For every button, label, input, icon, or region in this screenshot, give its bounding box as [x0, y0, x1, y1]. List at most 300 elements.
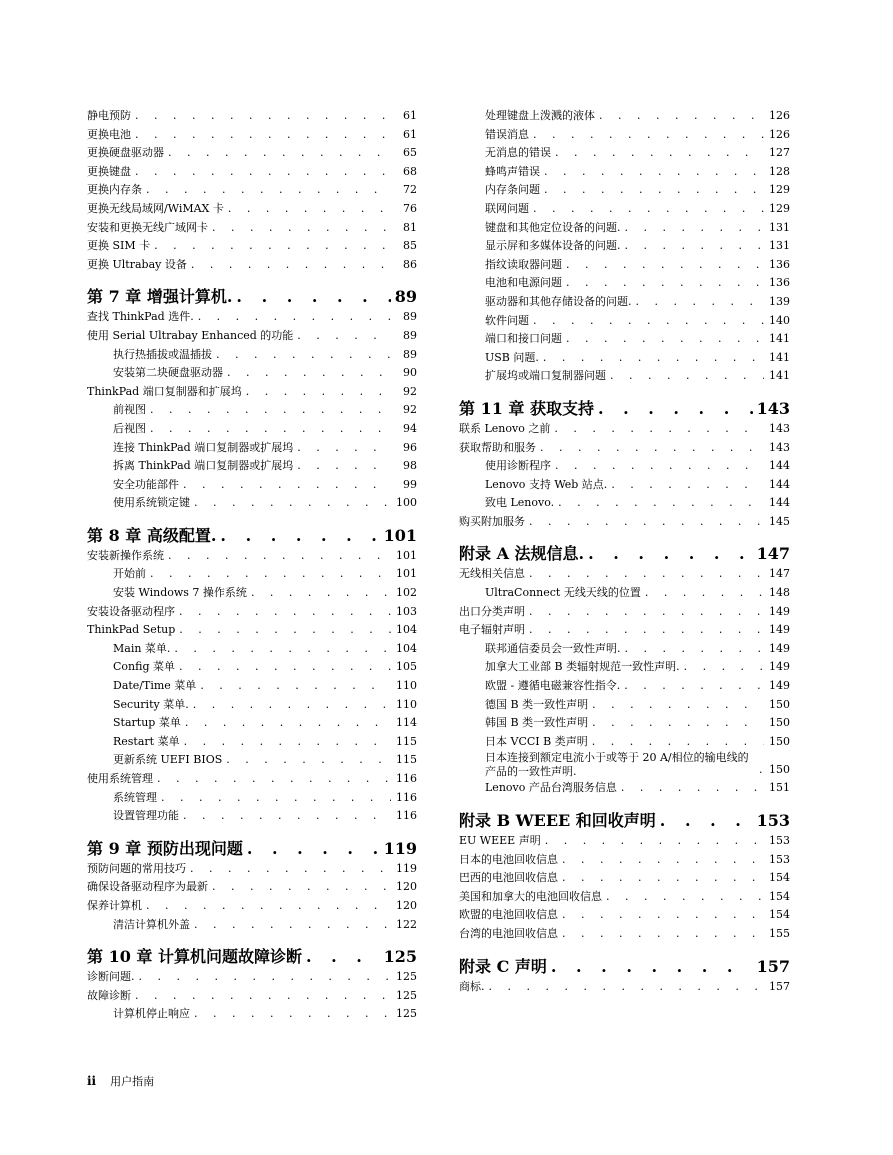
toc-title: 内存条问题: [485, 183, 540, 197]
toc-page-number: 104: [396, 641, 417, 655]
toc-leader-dots: [660, 810, 753, 832]
toc-leader-dots: [135, 107, 391, 126]
toc-page-number: 89: [403, 328, 417, 342]
toc-leader-dots: [533, 312, 764, 331]
toc-leader-dots: [592, 733, 764, 752]
toc-page-number: 86: [403, 257, 417, 271]
toc-left-column: [87, 107, 417, 1024]
toc-page-number: 125: [383, 947, 417, 967]
toc-subentry[interactable]: [87, 364, 417, 383]
toc-page-number: 149: [769, 604, 790, 618]
toc-title: 更换内存条: [87, 183, 142, 197]
toc-leader-dots: [636, 293, 765, 312]
toc-page-number: 119: [383, 838, 417, 858]
toc-title: 附录 B WEEE 和回收声明: [459, 811, 656, 830]
toc-page-number: 150: [769, 716, 790, 730]
toc-chapter-heading[interactable]: [459, 956, 790, 978]
toc-leader-dots: [212, 219, 391, 238]
toc-subentry[interactable]: [87, 401, 417, 420]
toc-page-number: 110: [396, 697, 417, 711]
toc-page-number: 153: [769, 834, 790, 847]
toc-entry[interactable]: [87, 878, 417, 897]
toc-leader-dots: [198, 308, 391, 327]
toc-entry[interactable]: [87, 144, 417, 163]
toc-leader-dots: [183, 476, 391, 495]
toc-page-number: 145: [769, 514, 790, 528]
toc-title: 更换键盘: [87, 164, 131, 178]
toc-leader-dots: [645, 584, 764, 603]
toc-title: 安装第二块硬盘驱动器: [113, 366, 223, 380]
toc-title: 第 8 章 高级配置.: [87, 525, 217, 545]
toc-subentry[interactable]: [459, 274, 790, 293]
toc-subentry[interactable]: [87, 420, 417, 439]
toc-right-column: [459, 107, 790, 996]
toc-page-number: 149: [769, 623, 790, 637]
toc-title: Lenovo 产品台湾服务信息: [485, 781, 617, 795]
toc-subentry[interactable]: [459, 126, 790, 145]
toc-title: 预防问题的常用技巧: [87, 861, 186, 875]
toc-entry[interactable]: [87, 256, 417, 275]
toc-title: 键盘和其他定位设备的问题.: [485, 220, 621, 234]
toc-page-number: 85: [403, 239, 417, 253]
toc-leader-dots: [174, 640, 391, 659]
toc-page-number: 61: [403, 109, 417, 122]
toc-page-number: 150: [769, 734, 790, 748]
toc-leader-dots: [611, 476, 764, 495]
toc-entry[interactable]: [87, 770, 417, 789]
toc-subentry[interactable]: [87, 658, 417, 677]
toc-entry[interactable]: [87, 126, 417, 145]
toc-leader-dots: [306, 946, 380, 968]
toc-leader-dots: [154, 237, 391, 256]
toc-leader-dots: [135, 987, 391, 1006]
toc-page-number: 126: [769, 109, 790, 122]
toc-subentry[interactable]: [459, 733, 790, 752]
toc-page-number: 140: [769, 313, 790, 327]
toc-page-number: 143: [756, 398, 790, 418]
toc-page-number: 116: [396, 809, 417, 823]
toc-leader-dots: [191, 256, 391, 275]
toc-entry[interactable]: [87, 219, 417, 238]
toc-page-number: 149: [769, 641, 790, 655]
toc-entry[interactable]: [87, 181, 417, 200]
toc-entry[interactable]: [87, 987, 417, 1006]
toc-leader-dots: [212, 878, 391, 897]
toc-title: 第 10 章 计算机问题故障诊断: [87, 947, 302, 967]
toc-title: Main 菜单.: [113, 641, 171, 655]
toc-subentry[interactable]: [459, 367, 790, 386]
toc-title: 错误消息: [485, 127, 529, 141]
toc-page-number: 81: [403, 220, 417, 234]
toc-page-number: 126: [769, 127, 790, 141]
toc-page-number: 149: [769, 679, 790, 693]
toc-subentry[interactable]: [459, 107, 790, 126]
toc-title: Startup 菜单: [113, 716, 181, 730]
toc-page-number: 131: [769, 220, 790, 234]
toc-subentry[interactable]: [87, 807, 417, 826]
toc-title: 诊断问题.: [87, 970, 135, 984]
toc-title: Lenovo 支持 Web 站点.: [485, 477, 608, 491]
toc-title: Config 菜单: [113, 660, 175, 674]
toc-title: 指纹读取器问题: [485, 257, 562, 271]
toc-entry[interactable]: [459, 888, 790, 907]
toc-page-number: 141: [769, 350, 790, 364]
toc-title: 美国和加拿大的电池回收信息: [459, 889, 602, 903]
toc-subentry[interactable]: [87, 640, 417, 659]
toc-entry[interactable]: [87, 327, 417, 346]
toc-title: 第 7 章 增强计算机.: [87, 287, 233, 307]
toc-page-number: 101: [396, 548, 417, 562]
toc-title: 使用系统锁定键: [113, 496, 190, 510]
toc-leader-dots: [529, 603, 764, 622]
toc-subentry[interactable]: [459, 658, 790, 677]
toc-leader-dots: [625, 237, 765, 256]
toc-title: 设置管理功能: [113, 809, 179, 823]
toc-leader-dots: [168, 547, 391, 566]
toc-leader-dots: [555, 144, 764, 163]
toc-page-number: 131: [769, 239, 790, 253]
toc-entry[interactable]: [459, 439, 790, 458]
toc-subentry[interactable]: [459, 200, 790, 219]
toc-leader-dots: [297, 327, 391, 346]
toc-entry[interactable]: [459, 869, 790, 888]
toc-title: 显示屏和多媒体设备的问题.: [485, 239, 621, 253]
toc-leader-dots: [566, 330, 764, 349]
toc-entry[interactable]: [87, 547, 417, 566]
toc-page-number: 144: [769, 459, 790, 473]
toc-page-number: 116: [396, 772, 417, 785]
toc-subentry[interactable]: [459, 144, 790, 163]
toc-subentry[interactable]: [87, 476, 417, 495]
toc-leader-dots: [226, 751, 391, 770]
toc-subentry[interactable]: [87, 677, 417, 696]
toc-subentry[interactable]: [459, 751, 790, 779]
toc-subentry[interactable]: [459, 349, 790, 368]
page-footer: [87, 1073, 154, 1089]
toc-leader-dots: [179, 658, 391, 677]
toc-leader-dots: [624, 677, 764, 696]
toc-subentry[interactable]: [87, 439, 417, 458]
toc-entry[interactable]: [87, 968, 417, 987]
toc-title: 安装新操作系统: [87, 548, 164, 562]
toc-title: 第 9 章 预防出现问题: [87, 838, 243, 858]
toc-leader-dots: [297, 457, 391, 476]
toc-leader-dots: [139, 968, 392, 987]
toc-title: 获取帮助和服务: [459, 440, 536, 454]
toc-subentry[interactable]: [87, 346, 417, 365]
toc-leader-dots: [554, 420, 764, 439]
toc-title: 无消息的错误: [485, 146, 551, 160]
toc-leader-dots: [606, 888, 764, 907]
toc-leader-dots: [227, 364, 391, 383]
toc-page-number: 65: [403, 146, 417, 160]
toc-subentry[interactable]: [459, 494, 790, 513]
toc-leader-dots: [592, 714, 764, 733]
toc-page-number: 114: [396, 716, 417, 730]
toc-leader-dots: [146, 897, 391, 916]
toc-title: 前视图: [113, 403, 146, 417]
toc-entry[interactable]: [459, 565, 790, 584]
toc-title: 更换电池: [87, 127, 131, 141]
footer-page-number: ii: [87, 1074, 97, 1088]
toc-title: 蜂鸣声错误: [485, 164, 540, 178]
toc-page-number: 125: [396, 1007, 417, 1021]
toc-subentry[interactable]: [87, 714, 417, 733]
toc-subentry[interactable]: [459, 779, 790, 798]
toc-page-number: 92: [403, 403, 417, 417]
toc-leader-dots: [183, 807, 391, 826]
toc-title: 更换 Ultrabay 设备: [87, 257, 187, 271]
toc-subentry[interactable]: [87, 1005, 417, 1024]
toc-subentry[interactable]: [87, 751, 417, 770]
toc-page-number: 129: [769, 201, 790, 215]
toc-title: 计算机停止响应: [113, 1007, 190, 1021]
toc-subentry[interactable]: [459, 330, 790, 349]
toc-entry[interactable]: [87, 603, 417, 622]
toc-page-number: 89: [403, 347, 417, 361]
toc-subentry[interactable]: [87, 565, 417, 584]
toc-chapter-heading[interactable]: [87, 286, 417, 308]
toc-title: 联系 Lenovo 之前: [459, 421, 551, 435]
toc-page-number: 125: [396, 988, 417, 1002]
toc-title: 欧盟的电池回收信息: [459, 908, 558, 922]
toc-leader-dots: [194, 494, 391, 513]
toc-leader-dots: [168, 144, 391, 163]
toc-leader-dots: [529, 621, 764, 640]
toc-leader-dots: [190, 860, 391, 879]
toc-page-number: 125: [396, 970, 417, 984]
toc-title: 联网问题: [485, 201, 529, 215]
toc-title: 使用系统管理: [87, 772, 153, 785]
toc-title: 欧盟 - 遵循电磁兼容性指令.: [485, 679, 621, 693]
toc-leader-dots: [555, 457, 764, 476]
toc-leader-dots: [135, 163, 391, 182]
toc-chapter-heading[interactable]: [87, 525, 417, 547]
toc-chapter-heading[interactable]: [87, 838, 417, 860]
toc-chapter-heading[interactable]: [459, 543, 790, 565]
toc-subentry[interactable]: [459, 714, 790, 733]
toc-leader-dots: [179, 603, 391, 622]
toc-title: 加拿大工业部 B 类辐射规范一致性声明.: [485, 660, 680, 674]
toc-subentry[interactable]: [87, 457, 417, 476]
toc-subentry[interactable]: [87, 916, 417, 935]
toc-leader-dots: [625, 640, 765, 659]
toc-entry[interactable]: [87, 621, 417, 640]
toc-leader-dots: [194, 916, 391, 935]
toc-subentry[interactable]: [87, 789, 417, 808]
toc-chapter-heading[interactable]: [87, 946, 417, 968]
toc-leader-dots: [157, 770, 391, 789]
toc-title: 软件问题: [485, 313, 529, 327]
toc-title: 确保设备驱动程序为最新: [87, 880, 208, 894]
toc-title: 商标.: [459, 979, 485, 993]
toc-leader-dots: [220, 525, 379, 547]
toc-page-number: 154: [769, 908, 790, 922]
toc-chapter-heading[interactable]: [459, 810, 790, 832]
toc-title: Date/Time 菜单: [113, 679, 197, 693]
toc-page-number: 89: [394, 287, 417, 307]
toc-page-number: 128: [769, 164, 790, 178]
toc-title: 购买附加服务: [459, 514, 525, 528]
toc-entry[interactable]: [87, 860, 417, 879]
toc-entry[interactable]: [87, 107, 417, 126]
toc-leader-dots: [610, 367, 764, 386]
toc-leader-dots: [592, 696, 764, 715]
toc-leader-dots: [562, 869, 764, 888]
toc-title: 台湾的电池回收信息: [459, 926, 558, 940]
toc-page-number: 90: [403, 366, 417, 380]
toc-leader-dots: [533, 126, 764, 145]
toc-page-number: 144: [769, 496, 790, 510]
toc-entry[interactable]: [87, 897, 417, 916]
toc-title: 更新系统 UEFI BIOS: [113, 753, 223, 767]
toc-leader-dots: [150, 565, 391, 584]
toc-subentry[interactable]: [459, 237, 790, 256]
toc-entry[interactable]: [87, 237, 417, 256]
toc-title: 端口和接口问题: [485, 332, 562, 346]
toc-page-number: 150: [769, 697, 790, 711]
toc-leader-dots: [562, 906, 764, 925]
toc-leader-dots: [588, 543, 752, 565]
toc-leader-dots: [759, 761, 764, 780]
toc-leader-dots: [566, 256, 764, 275]
toc-leader-dots: [200, 677, 391, 696]
toc-page-number: 153: [756, 811, 790, 830]
footer-doc-title: 用户指南: [110, 1075, 155, 1088]
toc-title: 电子辐射声明: [459, 623, 525, 637]
toc-leader-dots: [544, 163, 764, 182]
toc-entry[interactable]: [459, 603, 790, 622]
toc-page-number: 115: [396, 753, 417, 767]
toc-page-number: 61: [403, 127, 417, 141]
toc-leader-dots: [545, 832, 764, 851]
toc-title: 安装和更换无线广域网卡: [87, 220, 208, 234]
toc-entry[interactable]: [459, 513, 790, 532]
toc-page-number: 129: [769, 183, 790, 197]
toc-entry[interactable]: [459, 978, 790, 997]
toc-subentry[interactable]: [459, 457, 790, 476]
toc-subentry[interactable]: [459, 163, 790, 182]
toc-entry[interactable]: [87, 308, 417, 327]
toc-subentry[interactable]: [459, 476, 790, 495]
toc-page-number: 96: [403, 440, 417, 454]
toc-chapter-heading[interactable]: [459, 398, 790, 420]
toc-subentry[interactable]: [459, 181, 790, 200]
toc-title: 查找 ThinkPad 选件.: [87, 310, 194, 324]
toc-entry[interactable]: [459, 925, 790, 944]
toc-leader-dots: [184, 733, 391, 752]
toc-title: USB 问题.: [485, 350, 539, 364]
toc-leader-dots: [543, 349, 764, 368]
toc-title: 系统管理: [113, 790, 157, 804]
toc-title: 处理键盘上泼溅的液体: [485, 109, 595, 122]
toc-page-number: 155: [769, 926, 790, 940]
toc-leader-dots: [544, 181, 764, 200]
toc-subentry[interactable]: [459, 677, 790, 696]
toc-title: 保养计算机: [87, 898, 142, 912]
toc-leader-dots: [558, 494, 764, 513]
toc-entry[interactable]: [87, 200, 417, 219]
toc-entry[interactable]: [87, 163, 417, 182]
toc-subentry[interactable]: [459, 219, 790, 238]
toc-leader-dots: [625, 219, 765, 238]
toc-entry[interactable]: [459, 420, 790, 439]
toc-title: 更换硬盘驱动器: [87, 146, 164, 160]
toc-leader-dots: [566, 274, 764, 293]
toc-page-number: 148: [769, 586, 790, 600]
toc-page-number: 105: [396, 660, 417, 674]
toc-page-number: 103: [396, 604, 417, 618]
toc-leader-dots: [533, 200, 764, 219]
toc-subentry[interactable]: [459, 256, 790, 275]
toc-entry[interactable]: [459, 906, 790, 925]
toc-title: 附录 A 法规信息.: [459, 544, 585, 564]
toc-title: 故障诊断: [87, 988, 131, 1002]
toc-title: 清洁计算机外盖: [113, 917, 190, 931]
toc-title: 使用 Serial Ultrabay Enhanced 的功能: [87, 328, 294, 342]
toc-leader-dots: [228, 200, 391, 219]
toc-page-number: 99: [403, 477, 417, 491]
toc-title: 更换 SIM 卡: [87, 239, 151, 253]
toc-entry[interactable]: [87, 383, 417, 402]
toc-leader-dots: [297, 439, 391, 458]
toc-page-number: 101: [383, 525, 417, 545]
toc-page-number: 147: [756, 544, 790, 564]
toc-subentry[interactable]: [459, 293, 790, 312]
toc-page-number: 127: [769, 146, 790, 160]
toc-title: 日本的电池回收信息: [459, 852, 558, 866]
toc-title: 更换无线局域网/WiMAX 卡: [87, 201, 224, 215]
toc-page-number: 154: [769, 889, 790, 903]
toc-page-number: 147: [769, 567, 790, 581]
toc-leader-dots: [489, 978, 765, 997]
toc-title: Security 菜单.: [113, 697, 189, 711]
toc-title: 静电预防: [87, 109, 131, 122]
toc-leader-dots: [150, 420, 391, 439]
toc-subentry[interactable]: [459, 312, 790, 331]
toc-leader-dots: [194, 1005, 391, 1024]
toc-leader-dots: [179, 621, 391, 640]
toc-subentry[interactable]: [87, 696, 417, 715]
toc-leader-dots: [684, 658, 764, 677]
toc-page-number: 94: [403, 421, 417, 435]
toc-subentry[interactable]: [459, 640, 790, 659]
toc-entry[interactable]: [459, 621, 790, 640]
toc-leader-dots: [193, 696, 391, 715]
toc-entry[interactable]: [459, 851, 790, 870]
toc-page-number: 100: [396, 496, 417, 510]
toc-title: 附录 C 声明: [459, 956, 547, 976]
toc-page-number: 136: [769, 276, 790, 290]
toc-title: 致电 Lenovo.: [485, 496, 555, 510]
toc-leader-dots: [529, 565, 764, 584]
toc-leader-dots: [251, 584, 391, 603]
toc-subentry[interactable]: [459, 584, 790, 603]
toc-page-number: 143: [769, 440, 790, 454]
toc-title: ThinkPad Setup: [87, 623, 176, 637]
toc-subentry[interactable]: [87, 494, 417, 513]
toc-subentry[interactable]: [87, 584, 417, 603]
toc-title: 巴西的电池回收信息: [459, 871, 558, 885]
toc-page-number: 151: [769, 781, 790, 795]
toc-title: 安全功能部件: [113, 477, 179, 491]
toc-leader-dots: [146, 181, 391, 200]
toc-subentry[interactable]: [459, 696, 790, 715]
toc-entry[interactable]: [459, 832, 790, 851]
toc-subentry[interactable]: [87, 733, 417, 752]
toc-page-number: 139: [769, 294, 790, 308]
toc-title: 驱动器和其他存储设备的问题.: [485, 294, 632, 308]
